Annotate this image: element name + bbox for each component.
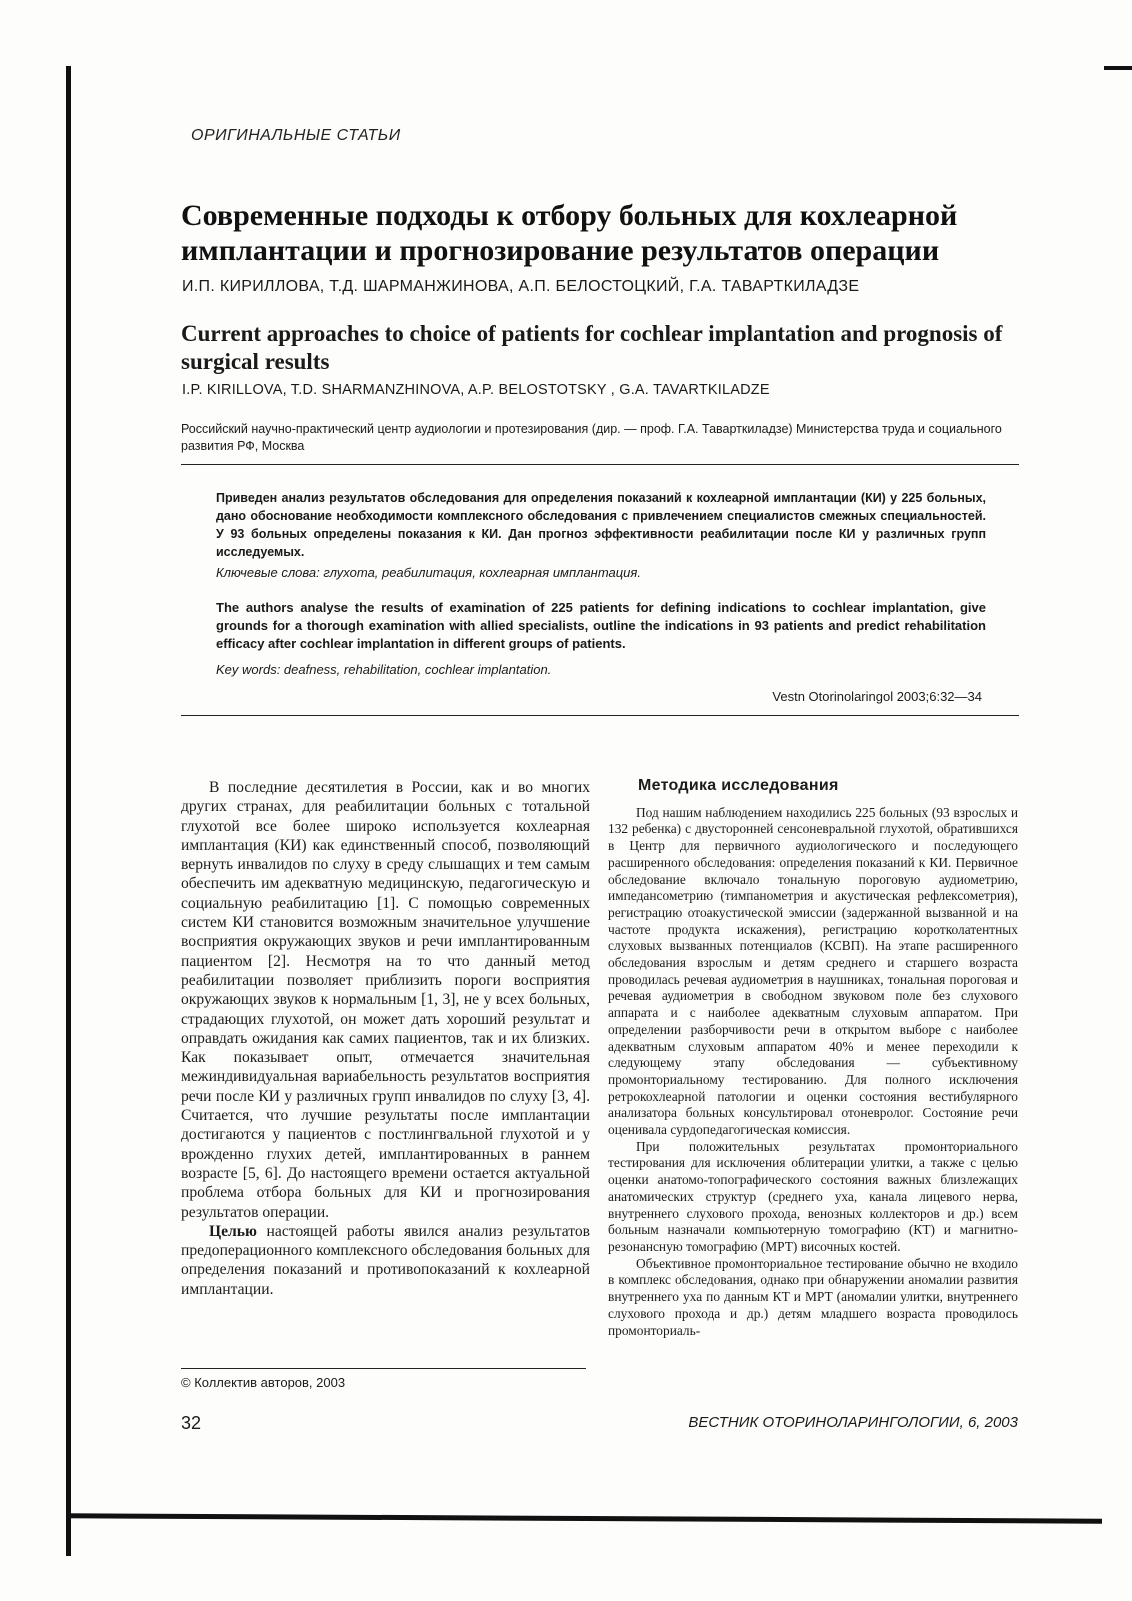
keywords-en: Key words: deafness, rehabilitation, cochlear implantation. [216, 662, 552, 677]
divider-abstract-end [181, 715, 1019, 716]
article-title-ru: Современные подходы к отбору больных для кохлеарной имплантации и прогнозирование результатов операции [181, 199, 958, 267]
methods-paragraph-2: При положительных результатах промонториального тестирования для исключения облитерации улитки, а также с целью оценки анатомо-топографического состояния важных близлежащих анатомических структур (среднего уха, канала лицевого нерва, внутреннего слухового прохода, венозных коллекторов и др.) всем больным назначали компьютерную томографию (КТ) и магнитно-резонансную томографию (МРТ) височных костей. [608, 1138, 1018, 1254]
aim-lead: Целью [209, 1222, 257, 1240]
copyright-footnote: © Коллектив авторов, 2003 [181, 1375, 346, 1390]
scan-edge-bottom [66, 1513, 1102, 1523]
journal-footer: ВЕСТНИК ОТОРИНОЛАРИНГОЛОГИИ, 6, 2003 [688, 1414, 1018, 1431]
methods-paragraph-3: Объективное промонториальное тестирование обычно не входило в комплекс обследования, однако при обнаружении аномалии развития внутреннего уха по данным КТ и МРТ (аномалии улитки, внутреннего слухового прохода и др.) детям младшего возраста проводилось промонториаль- [608, 1255, 1018, 1338]
page-number: 32 [181, 1413, 202, 1433]
divider-top [181, 464, 1019, 465]
section-label: ОРИГИНАЛЬНЫЕ СТАТЬИ [191, 127, 401, 144]
abstract-ru: Приведен анализ результатов обследования для определения показаний к кохлеарной имплантации (КИ) у 225 больных, дано обоснование необходимости комплексного обследования с привлечением специалистов смежных специальностей. У 93 больных определены показания к КИ. Дан прогноз эффективности реабилитации после КИ у различных групп исследуемых. [216, 491, 986, 559]
article-title-en: Current approaches to choice of patients for cochlear implantation and prognosis of surgical results [181, 321, 1003, 374]
scan-edge-right [1104, 66, 1132, 70]
authors-en: I.P. KIRILLOVA, T.D. SHARMANZHINOVA, A.P. BELOSTOTSKY , G.A. TAVARTKILADZE [182, 382, 770, 398]
authors-ru: И.П. КИРИЛЛОВА, Т.Д. ШАРМАНЖИНОВА, А.П. БЕЛОСТОЦКИЙ, Г.А. ТАВАРТКИЛАДЗЕ [182, 278, 860, 295]
footnote-divider [181, 1368, 586, 1369]
methods-heading: Методика исследования [638, 777, 839, 794]
methods-paragraph-1: Под нашим наблюдением находились 225 больных (93 взрослых и 132 ребенка) с двусторонней сенсоневральной глухотой, обратившихся в Центр для первичного аудиологического и последующего расширенного обследования: определения показаний к КИ. Первичное обследование включало тональную пороговую аудиометрию, импедансометрию (тимпанометрия и акустическая рефлексометрия), регистрацию отоакустической эмиссии (задержанной вызванной и на частоте продукта искажения), регистрацию коротколатентных слуховых вызванных потенциалов (КСВП). На этапе расширенного обследования взрослым и детям среднего и старшего возраста проводилась речевая аудиометрия в наушниках, тональная пороговая и речевая аудиометрия в свободном звуковом поле без слухового аппарата и с наиболее адекватным слуховым аппаратом. При определении разборчивости речи в открытом выборе с наиболее адекватным слуховым аппаратом 40% и менее переходили к следующему этапу обследования — субъективному промонториальному тестированию. Для полного исключения ретрокохлеарной патологии и оценки состояния вестибулярного анализатора больных консультировал отоневролог. Состояние речи оценивала сурдопедагогическая комиссия. [608, 804, 1018, 1138]
keywords-ru: Ключевые слова: глухота, реабилитация, кохлеарная имплантация. [216, 565, 641, 580]
affiliation: Российский научно-практический центр аудиологии и протезирования (дир. — проф. Г.А. Таварткиладзе) Министерства труда и социального развития РФ, Москва [181, 422, 1002, 453]
citation: Vestn Otorinolaringol 2003;6:32—34 [772, 689, 982, 704]
left-column [181, 778, 590, 1299]
aim-text: настоящей работы явился анализ результатов предоперационного комплексного обследования больных для определения показаний и противопоказаний к кохлеарной имплантации. [181, 1222, 590, 1298]
right-column [608, 778, 1018, 1339]
aim-paragraph [181, 1222, 590, 1299]
scan-edge-left [66, 66, 71, 1556]
intro-paragraph: В последние десятилетия в России, как и во многих других странах, для реабилитации больных с тотальной глухотой все более широко используется кохлеарная имплантация (КИ) как единственный способ, позволяющий вернуть инвалидов по слуху в среду слышащих и тем самым обеспечить им адекватную медицинскую, педагогическую и социальную реабилитацию [1]. С помощью современных систем КИ становится возможным значительное улучшение восприятия окружающих звуков и речи имплантированным пациентом [2]. Несмотря на то что данный метод реабилитации позволяет приблизить пороги восприятия окружающих звуков к нормальным [1, 3], не у всех больных, страдающих глухотой, он может дать хороший результат и оправдать ожидания как самих пациентов, так и их близких. Как показывает опыт, отмечается значительная межиндивидуальная вариабельность результатов восприятия речи после КИ у различных групп инвалидов по слуху [3, 4]. Считается, что лучшие результаты после имплантации достигаются у пациентов с постлингвальной глухотой и у врожденно глухих детей, имплантированных в раннем возрасте [5, 6]. До настоящего времени остается актуальной проблема отбора больных для КИ и прогнозирования результатов операции. [181, 779, 590, 1221]
abstract-en: The authors analyse the results of examination of 225 patients for defining indications to cochlear implantation, give grounds for a thorough examination with allied specialists, outline the indications in 93 patients and predict rehabilitation efficacy after cochlear implantation in different groups of patients. [216, 600, 986, 651]
